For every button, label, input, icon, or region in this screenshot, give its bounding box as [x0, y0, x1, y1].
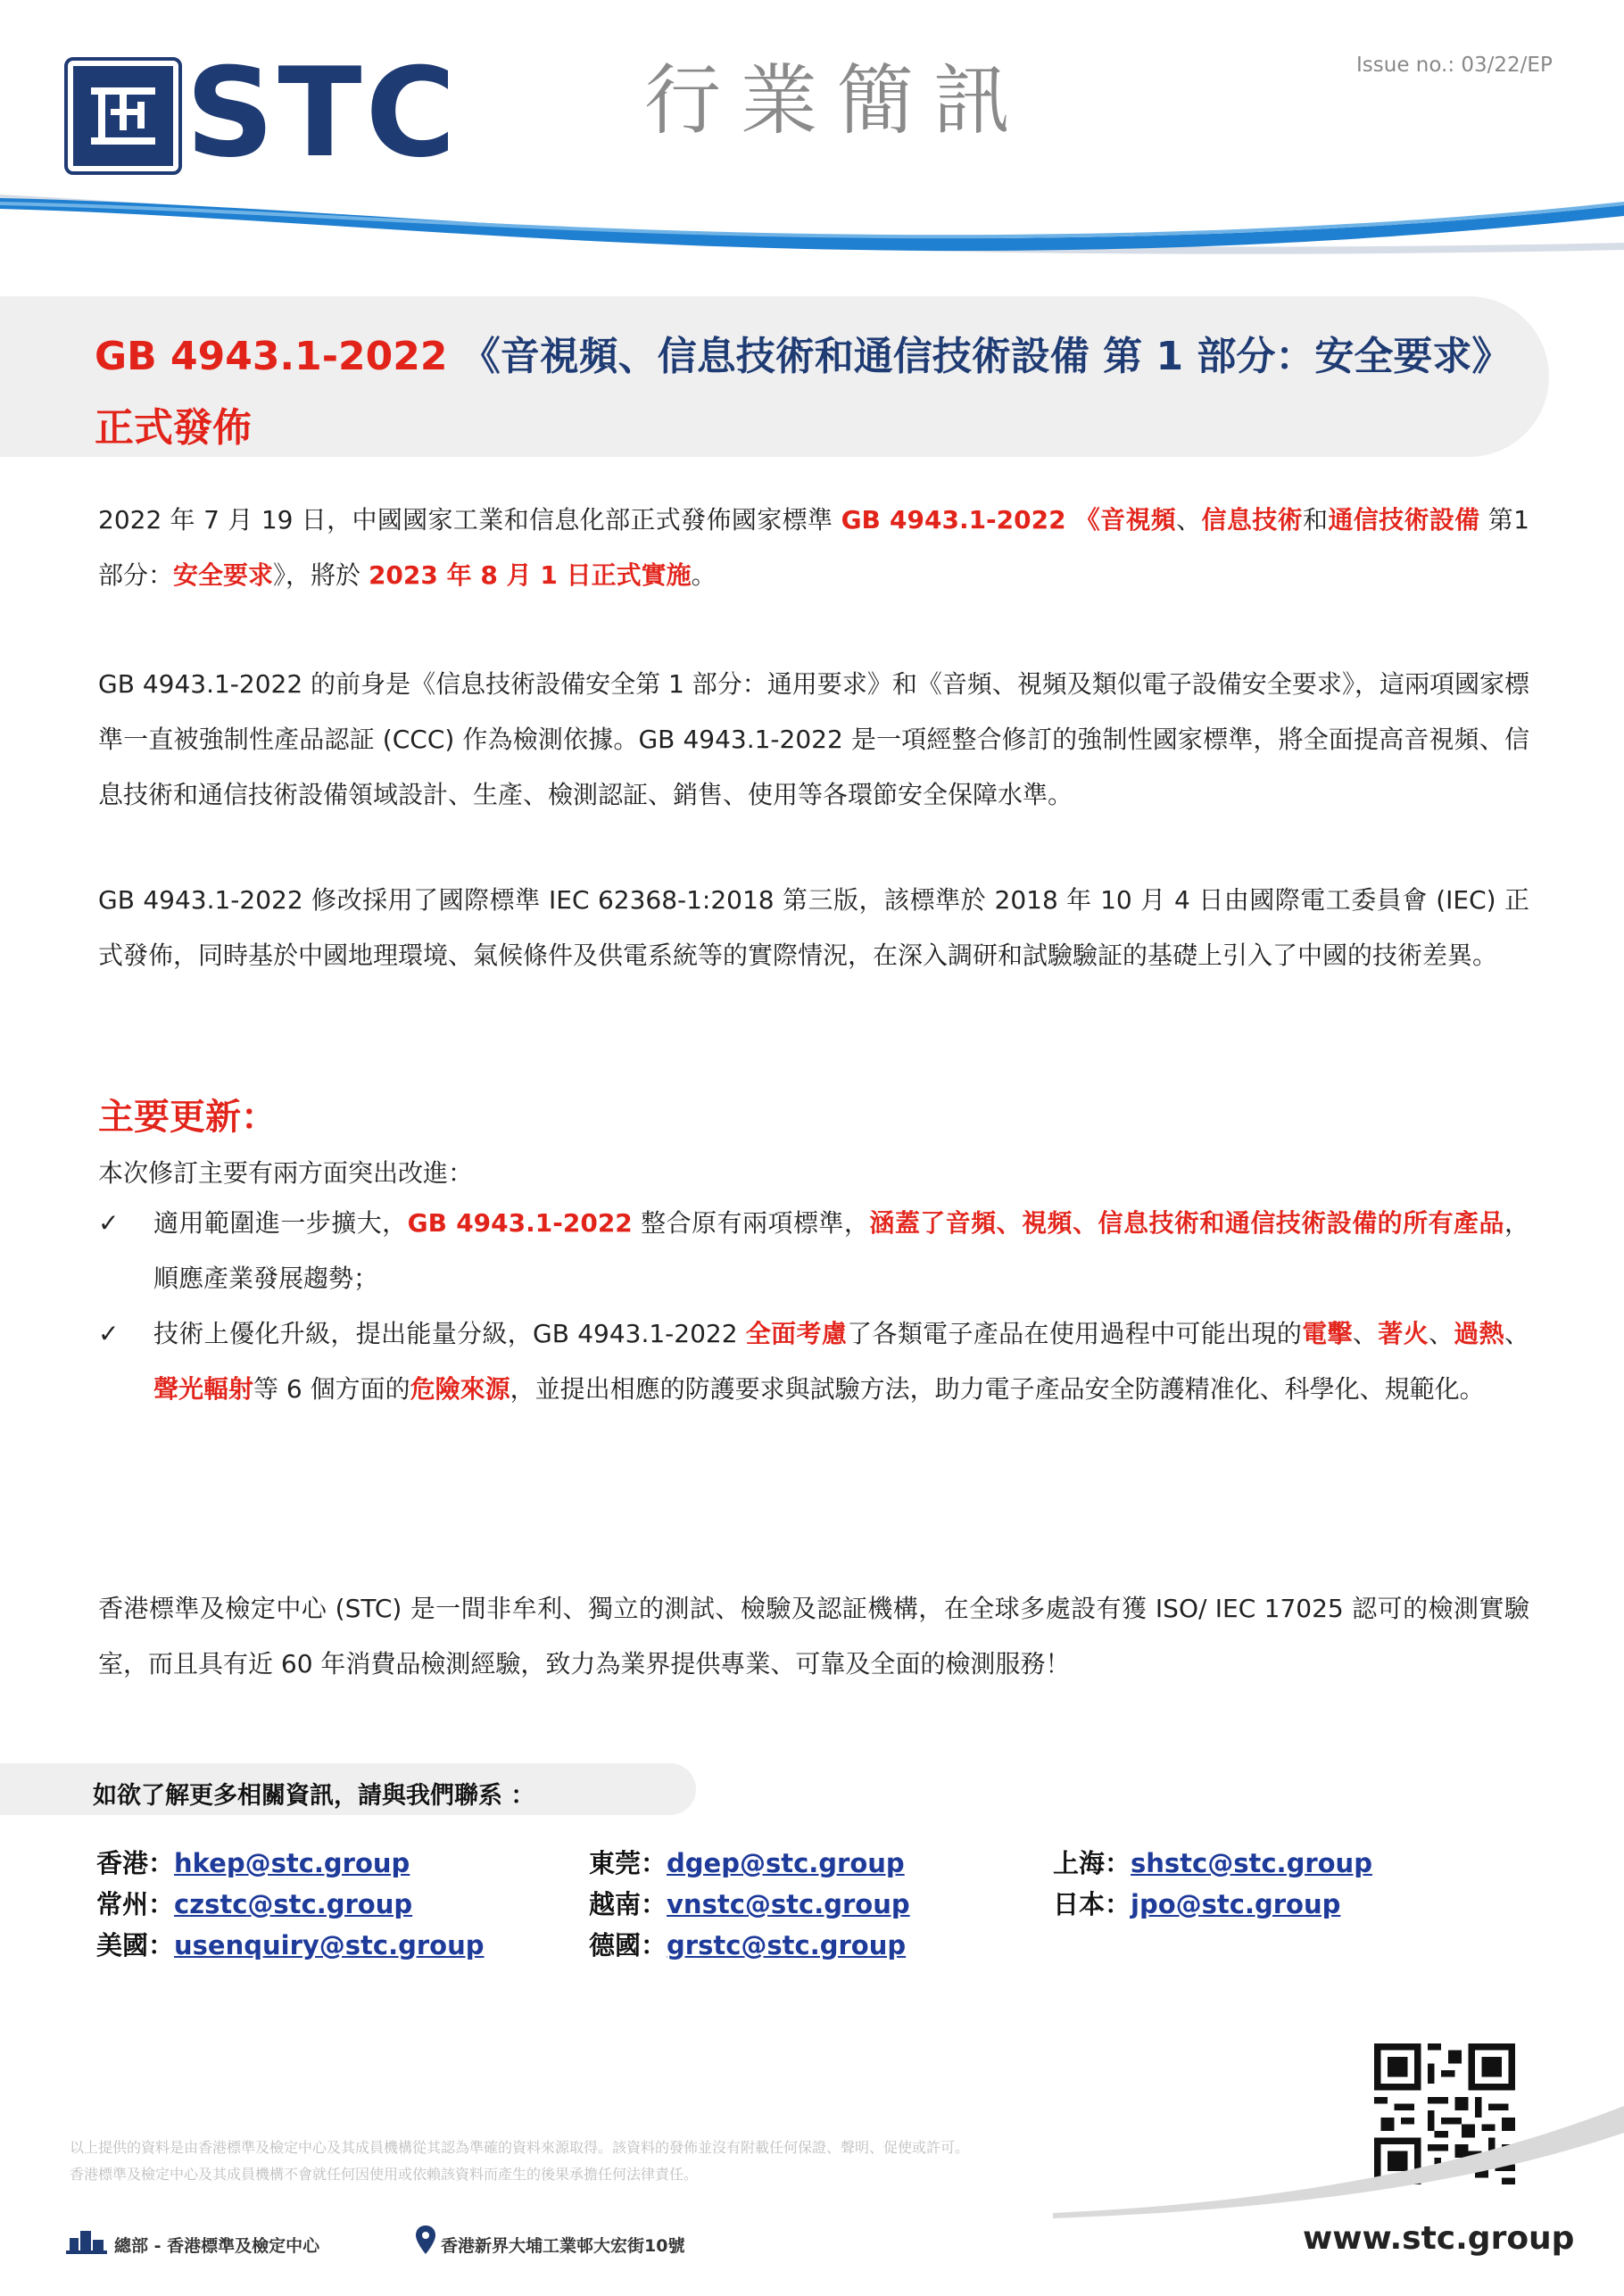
intro-highlight: 2023 年 8 月 1 日正式實施: [368, 560, 692, 590]
contact-email-link[interactable]: vnstc@stc.group: [667, 1889, 910, 1919]
title-standard-name: 《音視頻、信息技術和通信技術設備 第 1 部分：安全要求》: [447, 334, 1512, 379]
contact-item-de: [589, 1926, 906, 1962]
adoption-paragraph: GB 4943.1-2022 修改採用了國際標準 IEC 62368-1:2018 第三版，該標準於 2018 年 10 月 4 日由國際電工委員會 (IEC) 正式發佈，同時基於中國地理環境、氣候條件及供電系統等的實際情況，在深入調研和試驗驗証的基礎上引入了中國的技術差異。: [98, 885, 1529, 970]
intro-text: 第1 部分：: [98, 505, 1529, 590]
contact-label: 上海：: [1053, 1848, 1131, 1878]
update-item-technical: [153, 1306, 1529, 1417]
update-text: ，並提出相應的防護要求與試驗方法，助力電子產品安全防護精准化、科學化、規範化。: [510, 1374, 1485, 1404]
contact-item-jp: [1053, 1885, 1340, 1921]
contact-heading: 如欲了解更多相關資訊，請與我們聯系 ：: [93, 1782, 535, 1810]
update-highlight: 過熱: [1454, 1319, 1504, 1348]
intro-text: 》，將於: [273, 560, 369, 590]
update-text: 了各類電子產品在使用過程中可能出現的: [847, 1319, 1303, 1348]
disclaimer-line-1: 以上提供的資料是由香港標準及檢定中心及其成員機構從其認為準確的資料來源取得。該資料的發佈並沒有附載任何保證、聲明、促使或許可。: [70, 2139, 970, 2156]
page-title: [95, 321, 1531, 464]
masthead-title: 行業簡訊: [644, 56, 1030, 145]
intro-highlight: 通信技術設備: [1328, 505, 1480, 535]
contact-email-link[interactable]: usenquiry@stc.group: [174, 1930, 485, 1960]
title-standard-code: GB 4943.1-2022: [95, 334, 448, 379]
disclaimer-line-2: 香港標準及檢定中心及其成員機構不會就任何因使用或依賴該資料而產生的後果承擔任何法律責任。: [70, 2166, 699, 2183]
contact-email-link[interactable]: czstc@stc.group: [174, 1889, 413, 1919]
contact-email-link[interactable]: shstc@stc.group: [1131, 1848, 1372, 1878]
update-highlight: 危險來源: [410, 1374, 510, 1404]
update-text: 技術上優化升級，提出能量分級，GB 4943.1-2022: [153, 1319, 746, 1348]
contact-email-link[interactable]: grstc@stc.group: [667, 1930, 907, 1960]
intro-text: 。: [691, 560, 717, 590]
contact-item-sh: [1053, 1844, 1372, 1880]
contact-label: 香港：: [96, 1848, 175, 1878]
intro-text: 、: [1176, 505, 1202, 535]
update-text: 整合原有兩項標準，: [632, 1208, 870, 1238]
contact-label: 日本：: [1053, 1889, 1131, 1919]
check-icon: ✓: [98, 1208, 120, 1238]
footer-swoosh-decoration: [1053, 2097, 1624, 2222]
contact-label: 東莞：: [589, 1848, 667, 1878]
contact-item-dg: [589, 1844, 905, 1880]
update-text: 、: [1352, 1319, 1379, 1348]
website-link[interactable]: www.stc.group: [1303, 2220, 1575, 2257]
intro-highlight: GB 4943.1-2022 《音視頻: [841, 505, 1177, 535]
title-status: 正式發佈: [95, 405, 252, 451]
update-highlight: 著火: [1378, 1319, 1429, 1348]
contact-email-link[interactable]: dgep@stc.group: [667, 1848, 905, 1878]
footer-address: 香港新界大埔工業邨大宏街10號: [441, 2236, 685, 2256]
update-text: 、: [1428, 1319, 1454, 1348]
intro-text: 和: [1303, 505, 1329, 535]
footer-headquarters: 總部 - 香港標準及檢定中心: [114, 2236, 320, 2256]
update-text: ，順應產業發展趨勢；: [153, 1208, 1529, 1293]
header-wave-decoration: [0, 178, 1624, 277]
intro-text: 2022 年 7 月 19 日，中國國家工業和信息化部正式發佈國家標準: [98, 505, 841, 535]
contact-item-cz: [96, 1885, 412, 1921]
contact-label: 越南：: [589, 1889, 667, 1919]
updates-heading: 主要更新：: [98, 1097, 277, 1138]
updates-lead: 本次修訂主要有兩方面突出改進：: [98, 1158, 474, 1188]
contact-email-link[interactable]: jpo@stc.group: [1131, 1889, 1341, 1919]
contact-item-vn: [589, 1885, 910, 1921]
check-icon: ✓: [98, 1319, 120, 1348]
intro-highlight: 信息技術: [1201, 505, 1303, 535]
contact-item-us: [96, 1926, 485, 1962]
update-item-scope: [153, 1196, 1529, 1306]
update-highlight: 涵蓋了音頻、視頻、信息技術和通信技術設備的所有產品: [869, 1208, 1504, 1238]
about-stc-paragraph: 香港標準及檢定中心 (STC) 是一間非牟利、獨立的測試、檢驗及認証機構，在全球多處設有獲 ISO/ IEC 17025 認可的檢測實驗室，而且具有近 60 年消費品檢測經驗，致力為業界提供專業、可靠及全面的檢測服務！: [98, 1594, 1529, 1678]
contact-label: 美國：: [96, 1930, 175, 1960]
update-highlight: 聲光輻射: [153, 1374, 254, 1404]
background-paragraph: GB 4943.1-2022 的前身是《信息技術設備安全第 1 部分：通用要求》和《音頻、視頻及類似電子設備安全要求》，這兩項國家標準一直被強制性產品認証 (CCC) 作為檢測依據。GB 4943.1-2022 是一項經整合修訂的強制性國家標準，將全面提高音視頻、信息技術和通信技術設備領域設計、生產、檢測認証、銷售、使用等各環節安全保障水準。: [98, 669, 1529, 809]
location-pin-icon: [416, 2226, 435, 2254]
update-highlight: 全面考慮: [745, 1319, 848, 1348]
update-text: 等 6 個方面的: [253, 1374, 410, 1404]
headquarters-building-icon: [66, 2227, 107, 2254]
issue-number: Issue no.: 03/22/EP: [1356, 54, 1553, 77]
contact-label: 德國：: [589, 1930, 667, 1960]
update-text: 適用範圍進一步擴大，: [153, 1208, 408, 1238]
update-highlight: GB 4943.1-2022: [407, 1208, 633, 1238]
update-highlight: 電擊: [1302, 1319, 1353, 1348]
stc-logo-text: STC: [186, 41, 460, 185]
contact-email-link[interactable]: hkep@stc.group: [174, 1848, 410, 1878]
contact-label: 常州：: [96, 1889, 175, 1919]
intro-paragraph: [98, 493, 1529, 603]
intro-highlight: 安全要求: [173, 560, 274, 590]
stc-emblem-icon: [86, 79, 161, 153]
contact-item-hk: [96, 1844, 410, 1880]
update-text: 、: [1504, 1319, 1529, 1348]
stc-logo-mark: [68, 61, 178, 171]
